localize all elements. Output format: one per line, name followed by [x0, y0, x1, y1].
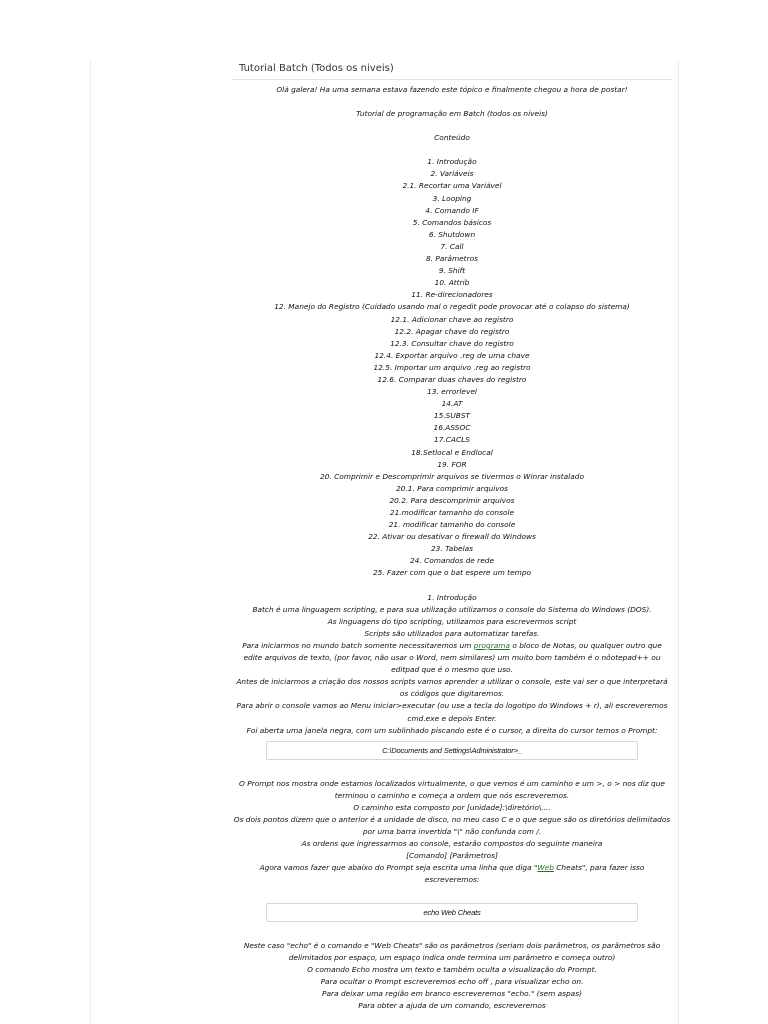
- toc-item: 2.1. Recortar uma Variável: [402, 181, 502, 191]
- toc-item: 22. Ativar ou desativar o firewall do Windows: [368, 532, 536, 542]
- toc-item: 3. Looping: [432, 193, 472, 203]
- echo-paragraph: Neste caso "echo" é o comando e "Web Cheats" são os parâmetros (seriam dois parâmetros, os parâmetros são delimitados por espaço, um espaço indica onde termina um parâmetro e começa outro): [243, 940, 661, 962]
- toc-item: 21.modificar tamanho do console: [389, 508, 515, 517]
- intro-paragraph: Batch é uma linguagem scripting, e para sua utilização utilizamos o console do Sistema do Windows (DOS).: [252, 604, 652, 614]
- intro-paragraph: [232, 640, 672, 676]
- intro-paragraph: As linguagens do tipo scripting, utilizamos para escrevermos script: [327, 616, 577, 626]
- toc-item: 1. Introdução: [427, 157, 477, 167]
- toc-item: 12.5. Importar um arquivo .reg ao registro: [373, 362, 531, 372]
- echo-paragraph: O comando Echo mostra um texto e também oculta a visualização do Prompt.: [307, 964, 597, 974]
- intro-paragraph: Scripts são utilizados para automatizar tarefas.: [364, 628, 540, 638]
- toc-item: 5. Comandos básicos: [412, 217, 492, 227]
- prompt-paragraph: [Comando] [Parâmetros]: [406, 851, 498, 861]
- table-of-contents: [232, 156, 672, 579]
- toc-item: 8. Parâmetros: [425, 254, 478, 264]
- toc-item: 20. Comprimir e Descomprimir arquivos se tivermos o Winrar instalado: [320, 471, 584, 481]
- toc-item: 12.2. Apagar chave do registro: [394, 326, 510, 336]
- toc-item: 23. Tabelas: [430, 544, 474, 554]
- echo-paragraph: Para obter a ajuda de um comando, escreveremos: [358, 1001, 546, 1010]
- text-fragment: Agora vamos fazer que abaixo do Prompt seja escrita uma linha que diga ": [259, 863, 538, 873]
- toc-item: 12.6. Comparar duas chaves do registro: [377, 374, 527, 384]
- code-block: echo Web Cheats: [266, 903, 638, 922]
- web-link[interactable]: Web: [537, 863, 554, 873]
- text-fragment: Para iniciarmos no mundo batch somente necessitaremos um: [242, 640, 474, 650]
- toc-item: 14.AT: [441, 399, 463, 409]
- echo-paragraph: Para ocultar o Prompt escreveremos echo off , para visualizar echo on.: [320, 976, 584, 986]
- prompt-paragraph: O Prompt nos mostra onde estamos localizados virtualmente, o que vemos é um caminho e um >, o > nos diz que terminou o caminho e começa a ordem que nós escreveremos.: [239, 778, 665, 800]
- toc-item: 20.1. Para comprimir arquivos: [395, 483, 508, 493]
- echo-paragraph: Para deixar uma região em branco escreveremos "echo." (sem aspas): [322, 988, 582, 998]
- toc-item: 16.ASSOC: [433, 423, 471, 433]
- toc-item: 25. Fazer com que o bat espere um tempo: [372, 568, 532, 578]
- text-fragment: o bloco de Notas, ou qualquer outro que edite arquivos de texto, (por favor, não usar o Word, nem similares) um muito bom também é o nôotepad++ ou editpad que é o mesmo que uso.: [243, 640, 662, 675]
- post-title: Tutorial Batch (Todos os niveis): [239, 63, 394, 74]
- code-block: C:\Documents and Settings\Administrator>_: [266, 741, 638, 760]
- toc-item: 6. Shutdown: [428, 229, 476, 239]
- left-page-border: [90, 60, 91, 1024]
- title-divider: [232, 79, 672, 80]
- toc-item: 17.CACLS: [434, 435, 470, 445]
- toc-item: 2. Variáveis: [430, 169, 474, 179]
- toc-item: 21. modificar tamanho do console: [388, 520, 516, 530]
- toc-item: 15.SUBST: [433, 411, 471, 421]
- subtitle: Tutorial de programação em Batch (todos os níveis): [356, 109, 548, 119]
- greeting: Olá galera! Ha uma semana estava fazendo este tópico e finalmente chegou a hora de postar!: [276, 85, 628, 94]
- toc-item: 19. FOR: [437, 459, 467, 469]
- prompt-paragraph: [232, 862, 672, 886]
- forum-post: [232, 60, 672, 1012]
- toc-item: 24. Comandos de rede: [409, 556, 495, 566]
- toc-item: 9. Shift: [438, 266, 466, 276]
- prompt-paragraph: As ordens que ingressarmos ao console, estarão compostos do seguinte maneira: [301, 839, 603, 849]
- prompt-paragraph: O caminho esta composto por [unidade]:\diretório\....: [353, 802, 551, 812]
- toc-item: 4. Comando IF: [425, 205, 479, 215]
- toc-item: 12. Manejo do Registro (Cuidado usando mal o regedit pode provocar até o colapso do sistema): [274, 302, 630, 312]
- text-fragment: Cheats", para fazer isso escreveremos:: [424, 863, 645, 885]
- toc-item: 10. Attrib: [434, 278, 470, 288]
- toc-item: 12.1. Adicionar chave ao registro: [390, 314, 514, 324]
- toc-item: 20.2. Para descomprimir arquivos: [389, 495, 515, 505]
- toc-item: 12.3. Consultar chave do registro: [390, 338, 514, 348]
- section-heading-introduction: 1. Introdução: [427, 592, 477, 602]
- right-page-border: [678, 60, 679, 1024]
- post-body: [232, 84, 672, 1012]
- toc-item: 7. Call: [440, 241, 464, 251]
- intro-paragraph: Para abrir o console vamos ao Menu iniciar>executar (ou use a tecla do logotipo do Windows + r), ali escreveremos cmd.exe e depois Enter.: [236, 701, 668, 723]
- toc-item: 11. Re-direcionadores: [411, 290, 493, 300]
- prompt-paragraph: Os dois pontos dizem que o anterior é a unidade de disco, no meu caso C e o que segue são os diretórios delimitados por uma barra invertida "\" não confunda com /.: [233, 814, 671, 837]
- toc-item: 13. errorlevel: [427, 387, 477, 397]
- toc-item: 12.4. Exportar arquivo .reg de uma chave: [374, 350, 530, 360]
- toc-item: 18.Setlocal e Endlocal: [411, 447, 493, 457]
- intro-paragraph: Foi aberta uma janela negra, com um sublinhado piscando este é o cursor, a direita do cursor temos o Prompt:: [246, 725, 658, 735]
- programa-link[interactable]: programa: [473, 640, 510, 650]
- intro-paragraph: Antes de iniciarmos a criação dos nossos scripts vamos aprender a utilizar o console, este vai ser o que interpretará os códigos que digitaremos.: [236, 677, 668, 699]
- contents-heading: Conteúdo: [434, 133, 470, 143]
